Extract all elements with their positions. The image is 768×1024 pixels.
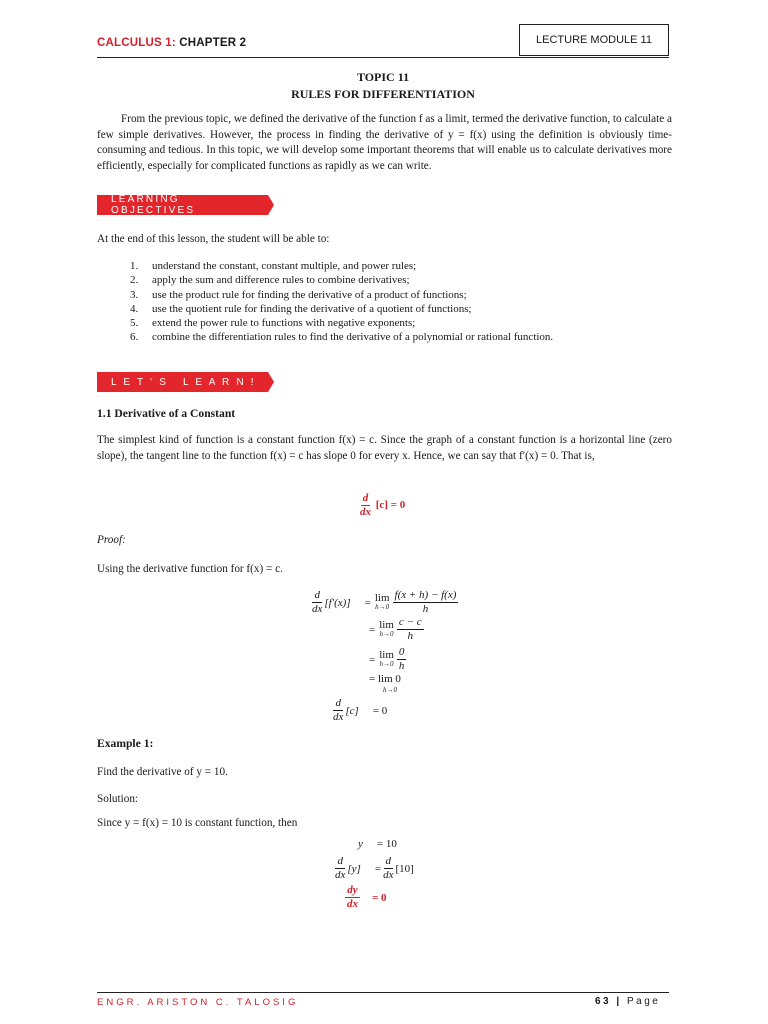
footer-author: ENGR. ARISTON C. TALOSIG — [97, 997, 299, 1008]
list-item: 3. use the product rule for finding the derivative of a product of functions; — [130, 288, 467, 301]
section-body: The simplest kind of function is a constant function f(x) = c. Since the graph of a constant function is a horizontal line (zero slope), the tangent line to the function f(x) = c has slope 0 for every x. Hence, we can say that f′(x) = 0. That is, — [97, 434, 672, 462]
proof-line-1: $\frac{d}{dx}$ [f′(x)] = lim h→0 $\frac{f(x + h) - f(x)}{h}$ — [312, 589, 457, 615]
list-item: 4. use the quotient rule for finding the derivative of a quotient of functions; — [130, 302, 472, 315]
d-dx-fraction: $\frac{d}{dx}$ — [360, 492, 371, 518]
module-label: LECTURE MODULE 11 — [519, 24, 669, 56]
proof-intro: Using the derivative function for f(x) = c. — [97, 563, 283, 575]
constant-rule: $\frac{d}{dx}$ [c] = 0 — [360, 492, 406, 518]
section-heading: 1.1 Derivative of a Constant — [97, 407, 236, 420]
footer-divider — [97, 992, 669, 993]
proof-line-2: = lim h→0 $\frac{c - c}{h}$ — [369, 616, 422, 642]
objectives-list — [97, 259, 657, 345]
solution-label: Solution: — [97, 793, 139, 805]
solution-line-3: $\frac{dy}{dx}$ = 0 — [347, 884, 387, 910]
objectives-intro: At the end of this lesson, the student will be able to: — [97, 233, 330, 245]
proof-label: Proof: — [97, 534, 126, 546]
header-chapter: CALCULUS 1: CHAPTER 2 — [97, 37, 247, 49]
learning-objectives-banner: LEARNING OBJECTIVES — [97, 195, 268, 215]
intro-paragraph: From the previous topic, we defined the derivative of the function f as a limit, termed the derivative function, to calculate a few simple derivatives. However, the process in finding the derivative of y = f(x) using the definition is obviously time-consuming and tedious. In this topic, we will develop some important theorems that will enable us to calculate derivatives more efficiently, especially for complicated functions as rapidly as we can write. — [97, 113, 672, 172]
list-item: 6. combine the differentiation rules to find the derivative of a polynomial or rational function. — [130, 331, 554, 344]
proof-line-3: = lim h→0 $\frac{0}{h}$ — [369, 646, 405, 672]
list-item: 2. apply the sum and difference rules to combine derivatives; — [130, 274, 410, 287]
topic-title: RULES FOR DIFFERENTIATION — [291, 87, 475, 101]
proof-line-4: = lim 0 h→0 — [369, 673, 401, 694]
example-problem: Find the derivative of y = 10. — [97, 766, 228, 778]
solution-line-2: $\frac{d}{dx}$ [y] = $\frac{d}{dx}$ [10] — [335, 855, 414, 881]
list-item: 5. extend the power rule to functions with negative exponents; — [130, 317, 416, 330]
solution-line-1: y = 10 — [358, 838, 397, 850]
solution-intro: Since y = f(x) = 10 is constant function, then — [97, 817, 298, 829]
example-heading: Example 1: — [97, 737, 154, 750]
list-item: 1. understand the constant, constant multiple, and power rules; — [130, 260, 417, 272]
lets-learn-banner: L E T ' S L E A R N ! — [97, 372, 268, 392]
topic-number: TOPIC 11 — [356, 70, 410, 84]
header-divider — [97, 57, 669, 58]
proof-line-5: $\frac{d}{dx}$ [c] = 0 — [333, 697, 388, 723]
page-number: 63 | Page — [595, 996, 661, 1007]
